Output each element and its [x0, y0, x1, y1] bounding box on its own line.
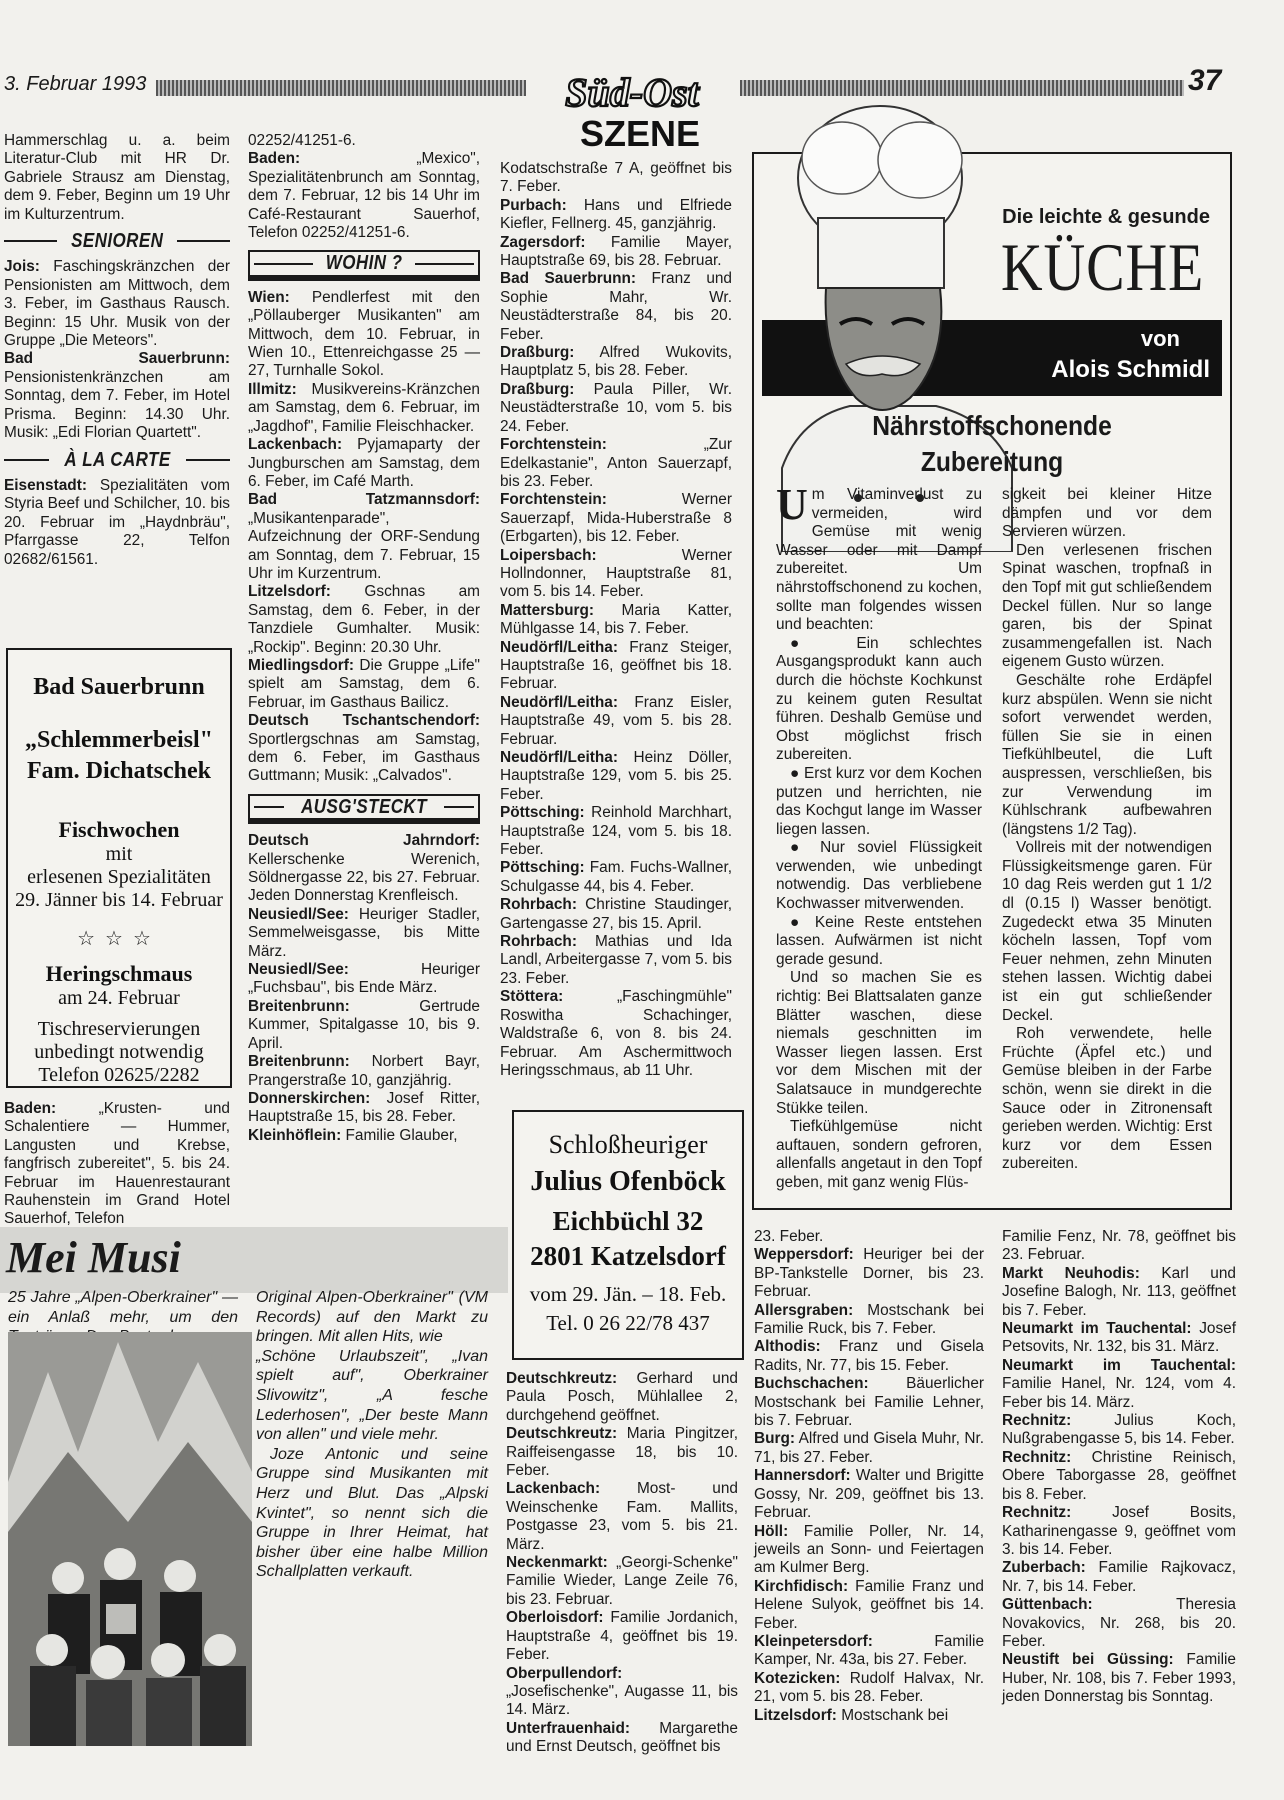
- listing-entry: [500, 234, 732, 271]
- rule: [4, 240, 57, 242]
- listing-entry: [506, 1720, 738, 1757]
- entry-place: Litzelsdorf:: [248, 583, 331, 601]
- entry-place: Neudörfl/Leitha:: [500, 638, 618, 656]
- listing-entry: [1002, 1651, 1236, 1706]
- listing-entry: [500, 988, 732, 1080]
- paragraph: Joze Antonic und seine Gruppe sind Musikanten mit Herz und Blut. Das „Alpski Kvintet", so nennt sich die Gruppe in Ihrer Heimat, hat bisher über eine halbe Million Schallplatten verkauft.: [256, 1445, 488, 1581]
- listing-entry: [1002, 1449, 1236, 1504]
- entry-text: Most- und Weinschenke Fam. Mallits, Postgasse 23, vom 5. bis 21. März.: [506, 1480, 738, 1553]
- listing-entry: [500, 270, 732, 344]
- listing-entry: [1002, 1228, 1236, 1265]
- entry-text: Karl und Josefine Balogh, Nr. 113, geöffnet bis 7. Feber.: [1002, 1264, 1236, 1319]
- kueche-column-right: [1002, 486, 1212, 1174]
- entry-place: Lackenbach:: [506, 1480, 601, 1498]
- ad-line: 29. Jänner bis 14. Februar: [15, 889, 223, 911]
- listing-entry: [248, 961, 480, 998]
- ad-line: „Schlemmerbeisl": [25, 727, 213, 753]
- entry-text: Alfred Wukovits, Hauptplatz 5, bis 28. Feber.: [500, 344, 732, 380]
- drop-cap: U: [776, 480, 808, 529]
- entry-place: Pöttsching:: [500, 804, 585, 822]
- entry-place: Kirchfidisch:: [754, 1577, 849, 1595]
- paragraph: ● Keine Reste entstehen lassen. Aufwärmen ist nicht gerade gesund.: [776, 913, 982, 968]
- listing-entry: [506, 1665, 738, 1720]
- ad-line: 2801 Katzelsdorf: [530, 1241, 726, 1271]
- entry-text: Die Gruppe „Life" spielt am Samstag, dem 6. Februar, im Gasthaus Bailicz.: [248, 656, 480, 711]
- section-heading: SENIOREN: [70, 230, 164, 253]
- column-3: [500, 160, 732, 1080]
- entry-place: Neumarkt im Tauchental:: [1002, 1320, 1192, 1338]
- listing-entry: [754, 1467, 984, 1522]
- entry-place: Forchtenstein:: [500, 491, 607, 509]
- listing-entry: [506, 1425, 738, 1480]
- entry-text: Familie Huber, Nr. 108, bis 7. Feber 1993, jeden Donnerstag bis Sonntag.: [1002, 1651, 1236, 1706]
- entry-place: Mattersburg:: [500, 601, 595, 619]
- entry-place: Illmitz:: [248, 380, 297, 398]
- entry-text: Fam. Fuchs-Wallner, Schulgasse 44, bis 4. Feber.: [500, 859, 732, 895]
- entry-text: Mostschank bei Familie Ruck, bis 7. Feber.: [754, 1301, 984, 1338]
- listing-entry: [754, 1523, 984, 1578]
- entry-text: „Georgi-Schenke" Familie Wieder, Lange Zeile 76, bis 23. Februar.: [506, 1554, 738, 1608]
- entry-place: Pöttsching:: [500, 859, 585, 877]
- paragraph: [776, 480, 982, 635]
- entry-text: Maria Katter, Mühlgasse 14, bis 7. Feber.: [500, 601, 732, 638]
- ad-line: Tel. 0 26 22/78 437: [546, 1311, 710, 1335]
- listing-entry: [754, 1430, 984, 1467]
- listing-entry: [500, 602, 732, 639]
- entry-text: Franz und Sophie Mahr, Wr. Neustädterstraße 84, bis 20. Feber.: [500, 270, 732, 343]
- listing-entry: [754, 1578, 984, 1633]
- listing-entry: [248, 150, 480, 242]
- entry-place: Draßburg:: [500, 380, 575, 398]
- paragraph: Und so machen Sie es richtig: Bei Blattsalaten ganze Blätter waschen, diese niemals geschnitten im Wasser liegen lassen. Erst vor dem Mischen mit der Salatsauce in mundgerechte Stükke teilen.: [776, 969, 982, 1117]
- entry-place: Oberpullendorf:: [506, 1664, 623, 1682]
- listing-entry: [4, 350, 230, 442]
- entry-place: Deutsch Jahrndorf:: [248, 832, 480, 850]
- entry-text: „Krusten- und Schalentiere — Hummer, Langusten und Krebse, fangfrisch zubereitet", 5. bis 24. Februar im Hauenrestaurant Rauhenstein im Grand Hotel Sauerhof, Telefon: [4, 1100, 230, 1228]
- paragraph: Original Alpen-Oberkrainer" (VM Records) auf den Markt zu bringen. Mit allen Hits, wie: [256, 1289, 488, 1346]
- entry-place: Neumarkt im Tauchental:: [1002, 1356, 1236, 1374]
- entry-place: Bad Sauerbrunn:: [4, 350, 230, 368]
- entry-text: Mostschank bei: [836, 1706, 949, 1724]
- entry-place: Lackenbach:: [248, 436, 343, 454]
- kueche-box: [752, 152, 1232, 1210]
- listing-entry: [1002, 1504, 1236, 1559]
- entry-place: Hannersdorf:: [754, 1467, 851, 1485]
- rule: [254, 263, 313, 265]
- paragraph: Tiefkühlgemüse nicht auftauen, sondern gefroren, allenfalls angetaut in den Topf geben, mit ganz wenig Flüs-: [776, 1118, 982, 1191]
- entry-text: Familie Hanel, Nr. 124, vom 4. Feber bis 14. März.: [1002, 1375, 1236, 1411]
- entry-place: Rechnitz:: [1002, 1448, 1072, 1466]
- listing-entry: [500, 694, 732, 749]
- entry-text: Musikvereins-Kränzchen am Samstag, dem 6. Februar, im „Jagdhof", Familie Fleischhacker.: [248, 380, 480, 435]
- entry-text: Gschnas am Samstag, dem 6. Feber, in der Tanzdiele Gumhalter. Musik: „Rockip". Beginn: 20.30 Uhr.: [248, 583, 480, 656]
- entry-text: Franz Steiger, Hauptstraße 16, geöffnet bis 18. Februar.: [500, 638, 732, 693]
- listing-entry: [500, 749, 732, 804]
- entry-text: Josef Petsovits, Nr. 132, bis 31. März.: [1002, 1320, 1237, 1356]
- entry-text: Kellerschenke Werenich, Söldnergasse 22, bis 27. Februar. Jeden Donnerstag Krenfleisch.: [248, 850, 480, 905]
- entry-place: Bad Tatzmannsdorf:: [248, 491, 480, 509]
- listing-entry: [248, 906, 480, 961]
- entry-text: Werner Hollndonner, Hauptstraße 81, vom 5. bis 14. Feber.: [500, 546, 732, 601]
- author-name: Alois Schmidl: [1051, 356, 1210, 383]
- ad-line: Julius Ofenböck: [530, 1166, 726, 1197]
- entry-place: Deutschkreutz:: [506, 1370, 618, 1387]
- entry-text: Faschingskränzchen der Pensionisten am Mittwoch, dem 3. Feber, im Gasthaus Rausch. Beginn: 15 Uhr. Musik von der Gruppe „Die Meteors".: [4, 258, 230, 350]
- listing-entry: [500, 197, 732, 234]
- ad-line: Fischwochen: [58, 817, 180, 842]
- entry-place: Baden:: [248, 150, 301, 168]
- listing-entry: [4, 258, 230, 350]
- entry-text: Heuriger „Fuchsbau", bis Ende März.: [248, 961, 480, 997]
- entry-text: Pyjamaparty der Jungburschen am Samstag, dem 6. Feber, im Café Marth.: [248, 436, 480, 490]
- ad-line: mit: [105, 843, 133, 865]
- rule: [444, 806, 474, 808]
- paragraph: sigkeit bei kleiner Hitze dämpfen und vor dem Servieren würzen.: [1002, 486, 1212, 541]
- entry-place: Zagersdorf:: [500, 233, 586, 251]
- listing-entry: [248, 1127, 480, 1145]
- listing-entry: [4, 1100, 230, 1229]
- ad-line: Tischreservierungen: [37, 1018, 201, 1040]
- listing-entry: [248, 583, 480, 657]
- entry-text: Familie Poller, Nr. 14, jeweils an Sonn- und Feiertagen am Kulmer Berg.: [754, 1522, 984, 1577]
- entry-place: Bad Sauerbrunn:: [500, 270, 637, 288]
- entry-place: Burg:: [754, 1430, 796, 1448]
- listing-entry: [500, 344, 732, 381]
- section-wohin: [248, 250, 480, 280]
- entry-place: Forchtenstein:: [500, 436, 607, 454]
- entry-text: Heinz Döller, Hauptstraße 129, vom 5. bis 25. Feber.: [500, 749, 732, 803]
- listing-entry: [500, 804, 732, 859]
- listing-entry: [1002, 1265, 1236, 1320]
- entry-place: Neusiedl/See:: [248, 961, 349, 979]
- entry-text: Familie Franz und Helene Sulyok, geöffnet bis 14. Feber.: [754, 1577, 984, 1632]
- entry-text: Pendlerfest mit den „Pöllauberger Musikanten" am Mittwoch, dem 10. Februar, in Wien 10., Ettenreichgasse 25 — 27, Turnhalle Sokol.: [248, 288, 480, 380]
- listing-entry: [754, 1670, 984, 1707]
- entry-text: Familie Kamper, Nr. 43a, bis 27. Feber.: [754, 1632, 984, 1669]
- entry-text: „Zur Edelkastanie", Anton Sauerzapf, bis 23. Feber.: [500, 436, 732, 490]
- listing-entry: [248, 657, 480, 712]
- paragraph: Den verlesenen frischen Spinat waschen, tropfnaß in den Topf mit gut schließendem Deckel füllen. Nur so lange garen, bis der Spinat zusammengefallen ist. Nach eigenem Gusto würzen.: [1002, 541, 1212, 671]
- paragraph: „Schöne Urlaubszeit", „Ivan spielt auf", Oberkrainer Slivowitz", „A fesche Lederhosen", „Der beste Mann von allen" und viele mehr.: [256, 1347, 488, 1444]
- listing-entry: [248, 289, 480, 381]
- listing-entry: [500, 160, 732, 197]
- entry-text: Norbert Bayr, Prangerstraße 10, ganzjährig.: [248, 1053, 480, 1089]
- entry-text: Rudolf Halvax, Nr. 21, vom 5. bis 28. Feber.: [754, 1669, 984, 1706]
- author-von: von: [1140, 326, 1180, 351]
- column-5-lower: [1002, 1228, 1236, 1707]
- paragraph: Geschälte rohe Erdäpfel kurz abspülen. Wenn sie nicht sofort verwendet werden, füllen Sie sie in einen Tiefkühlbeutel, die Luft auspressen, verschließen, bis zur Verwendung im Kühlschrank aufbewahren (längstens 1/2 Tag).: [1002, 671, 1212, 838]
- listing-entry: [500, 491, 732, 546]
- column-2: [248, 132, 480, 1145]
- entry-text: Gertrude Kummer, Spitalgasse 10, bis 9. April.: [248, 997, 480, 1052]
- entry-text: Theresia Novakovics, Nr. 268, bis 20. Feber.: [1002, 1596, 1236, 1650]
- entry-place: Neusiedl/See:: [248, 905, 349, 923]
- entry-place: Buchschachen:: [754, 1375, 869, 1393]
- listing-entry: [248, 832, 480, 906]
- logo-line-2: SZENE: [579, 113, 701, 152]
- entry-place: Neckenmarkt:: [506, 1554, 608, 1572]
- entry-place: Rohrbach:: [500, 933, 577, 951]
- entry-text: 23. Feber.: [754, 1228, 824, 1245]
- ad-line: Telefon 02625/2282: [38, 1064, 200, 1086]
- rule: [177, 240, 230, 242]
- listing-entry: [1002, 1320, 1236, 1357]
- listing-entry: [4, 477, 230, 569]
- entry-place: Miedlingsdorf:: [248, 656, 355, 674]
- entry-text: Reinhold Marchhart, Hauptstraße 124, vom 5. bis 18. Feber.: [500, 804, 732, 859]
- listing-entry: [248, 1090, 480, 1127]
- page-number: 37: [1188, 64, 1222, 97]
- section-a-la-carte: [4, 448, 230, 471]
- ad-schlemmerbeisl: [6, 648, 232, 1088]
- kueche-column-left: [776, 480, 982, 1193]
- entry-place: Rohrbach:: [500, 896, 577, 914]
- listing-entry: [754, 1338, 984, 1375]
- listing-entry: [248, 998, 480, 1053]
- entry-place: Kleinhöflein:: [248, 1126, 342, 1144]
- entry-place: Rechnitz:: [1002, 1504, 1072, 1522]
- listing-entry: [754, 1707, 984, 1725]
- column-3-lower: [506, 1370, 738, 1757]
- ad-line: Schloßheuriger: [548, 1130, 708, 1159]
- column-1: [4, 132, 230, 569]
- entry-place: Höll:: [754, 1522, 789, 1540]
- paragraph-text: m Vitaminverlust zu vermeiden, wird Gemüse mit wenig Wasser oder mit Dampf zubereitet. Um nährstoffschonend zu kochen, sollte man folgendes wissen und beachten:: [776, 486, 982, 634]
- paragraph: ● Ein schlechtes Ausgangsprodukt kann auch durch die höchste Kochkunst zu keinem guten Resultat führen. Deshalb Gemüse und Obst möglichst frisch zubereiten.: [776, 634, 982, 764]
- entry-place: Allersgraben:: [754, 1301, 854, 1319]
- kueche-tagline: Die leichte & gesunde: [1002, 206, 1210, 228]
- entry-text: Bäuerlicher Mostschank bei Familie Lehner, bis 7. Februar.: [754, 1375, 984, 1430]
- star-ornament-icon: ☆☆☆: [77, 928, 161, 950]
- listing-entry: [506, 1480, 738, 1554]
- entry-text: Familie Glauber,: [341, 1126, 458, 1144]
- rule: [415, 263, 474, 265]
- entry-place: Rechnitz:: [1002, 1412, 1072, 1430]
- entry-place: Kleinpetersdorf:: [754, 1632, 873, 1650]
- entry-place: Neustift bei Güssing:: [1002, 1651, 1174, 1669]
- ad-line: Heringschmaus: [45, 961, 193, 986]
- entry-text: Maria Pingitzer, Raiffeisengasse 18, bis 10. Feber.: [506, 1425, 738, 1480]
- entry-place: Baden:: [4, 1100, 57, 1117]
- ad-line: erlesenen Spezialitäten: [27, 866, 211, 888]
- entry-place: Deutsch Tschantschendorf:: [248, 712, 480, 730]
- paragraph: 25 Jahre „Alpen-Oberkrainer" — ein Anlaß mehr, um den: [8, 1289, 238, 1326]
- issue-date: 3. Februar 1993: [4, 73, 147, 95]
- listing-entry: [248, 381, 480, 436]
- entry-place: Neudörfl/Leitha:: [500, 693, 618, 711]
- entry-text: Gerhard und Paula Posch, Mühlallee 2, durchgehend geöffnet.: [506, 1370, 738, 1424]
- ad-schlossheuriger: [512, 1110, 744, 1360]
- entry-text: Werner Sauerzapf, Mida-Huberstraße 8 (Erbgarten), bis 12. Feber.: [500, 491, 732, 546]
- entry-text: Familie Mayer, Hauptstraße 69, bis 28. Februar.: [500, 233, 732, 270]
- band-photo-icon: [8, 1332, 252, 1746]
- entry-place: Purbach:: [500, 196, 567, 214]
- listing-entry: [500, 547, 732, 602]
- entry-text: Spezialitäten vom Styria Beef und Schilcher, 10. bis 20. Februar im „Haydnbräu", Pfarrgasse 22, Telfon 02682/61561.: [4, 476, 230, 568]
- listing-entry: [754, 1228, 984, 1246]
- listing-entry: [754, 1302, 984, 1339]
- listing-entry: [500, 381, 732, 436]
- section-senioren: [4, 230, 230, 253]
- ad-line: am 24. Februar: [58, 987, 180, 1009]
- entry-text: „Josefischenke", Augasse 11, bis 14. März.: [506, 1682, 738, 1719]
- entry-place: Markt Neuhodis:: [1002, 1264, 1140, 1282]
- listing-entry: [248, 712, 480, 786]
- entry-place: Neudörfl/Leitha:: [500, 749, 618, 766]
- listing-entry: [1002, 1559, 1236, 1596]
- listing-entry: [754, 1375, 984, 1430]
- entry-text: Familie Rajkovacz, Nr. 7, bis 14. Feber.: [1002, 1559, 1236, 1595]
- rule: [186, 459, 231, 461]
- headline-line-2: Zubereitung: [920, 446, 1064, 477]
- listing-entry: [248, 436, 480, 491]
- entry-text: „Mexico", Spezialitätenbrunch am Sonntag, dem 7. Februar, 12 bis 14 Uhr im Café-Restaurant Sauerhof, Telefon 02252/41251-6.: [248, 150, 480, 242]
- entry-text: Pensionistenkränzchen am Sonntag, dem 7. Feber, im Hotel Prisma. Beginn: 14.30 Uhr. Musik: „Edi Florian Quartett".: [4, 368, 230, 442]
- column-4-lower: [754, 1228, 984, 1725]
- entry-place: Litzelsdorf:: [754, 1706, 837, 1724]
- listing-entry: [1002, 1412, 1236, 1449]
- section-heading: AUSG'STECKT: [301, 795, 427, 818]
- ad-line: Eichbüchl 32: [552, 1206, 704, 1236]
- entry-place: Breitenbrunn:: [248, 997, 350, 1015]
- entry-text: Alfred und Gisela Muhr, Nr. 71, bis 27. Feber.: [754, 1430, 984, 1466]
- intro-text: Hammerschlag u. a. beim Literatur-Club mit HR Dr. Gabriele Strausz am Dienstag, dem 9. Feber, Beginn um 19 Uhr im Kulturzentrum.: [4, 132, 230, 223]
- entry-text: „Faschingmühle" Roswitha Schachinger, Waldstraße 6, von 8. bis 24. Februar. Am Aschermittwoch Heringsschmaus, ab 11 Uhr.: [500, 988, 732, 1079]
- entry-text: Heuriger bei der BP-Tankstelle Dorner, bis 23. Februar.: [754, 1246, 984, 1301]
- listing-entry: [248, 1053, 480, 1090]
- entry-place: Althodis:: [754, 1338, 821, 1356]
- ad-line: Fam. Dichatschek: [27, 758, 211, 784]
- entry-place: Weppersdorf:: [754, 1246, 854, 1264]
- entry-text: Heuriger Stadler, Semmelweisgasse, bis Mitte März.: [248, 905, 480, 960]
- entry-text: „Musikantenparade", Aufzeichnung der ORF-Sendung am Sonntag, dem 7. Februar, 15 Uhr im Kurzentrum.: [248, 509, 480, 582]
- entry-text: Franz und Gisela Radits, Nr. 77, bis 15. Feber.: [754, 1338, 984, 1374]
- entry-text: Mathias und Ida Landl, Arbeitergasse 7, vom 5. bis 23. Feber.: [500, 933, 732, 987]
- entry-place: Breitenbrunn:: [248, 1053, 350, 1071]
- logo-line-1: Süd-Ost: [565, 70, 699, 115]
- listing-entry: [1002, 1596, 1236, 1651]
- entry-text: Paula Piller, Wr. Neustädterstraße 10, vom 5. bis 24. Feber.: [500, 380, 732, 435]
- listing-entry: [500, 436, 732, 491]
- entry-place: Oberloisdorf:: [506, 1609, 604, 1627]
- entry-text: Josef Ritter, Hauptstraße 15, bis 28. Feber.: [248, 1089, 480, 1126]
- entry-text: Margarethe und Ernst Deutsch, geöffnet bis: [506, 1719, 738, 1756]
- listing-entry: [248, 491, 480, 583]
- entry-text: 02252/41251-6.: [248, 132, 356, 149]
- listing-entry: [754, 1633, 984, 1670]
- entry-place: Loipersbach:: [500, 546, 597, 564]
- listing-entry: [248, 132, 480, 150]
- paragraph: ● Nur soviel Flüssigkeit verwenden, wie unbedingt notwendig. Das verbliebene Kochwasser mitverwenden.: [776, 839, 982, 913]
- ad-line: unbedingt notwendig: [34, 1041, 204, 1063]
- entry-text: Franz Eisler, Hauptstraße 49, vom 5. bis 28. Februar.: [500, 693, 732, 748]
- rule: [254, 806, 284, 808]
- entry-place: Kotezicken:: [754, 1669, 841, 1687]
- entry-place: Jois:: [4, 258, 40, 276]
- mei-musi-title: Mei Musi: [6, 1233, 181, 1282]
- entry-place: Unterfrauenhaid:: [506, 1719, 630, 1737]
- entry-text: Walter und Brigitte Gossy, Nr. 209, geöffnet bis 13. Februar.: [754, 1467, 984, 1522]
- entry-place: Draßburg:: [500, 344, 575, 362]
- entry-place: Güttenbach:: [1002, 1596, 1093, 1614]
- section-heading: À LA CARTE: [63, 448, 171, 471]
- listing-entry: [500, 859, 732, 896]
- headline-line-1: Nährstoffschonende: [872, 410, 1112, 441]
- rule: [4, 459, 49, 461]
- section-heading: WOHIN ?: [325, 252, 403, 275]
- section-ausgsteckt: [248, 794, 480, 824]
- entry-text: Familie Fenz, Nr. 78, geöffnet bis 23. Februar.: [1002, 1228, 1236, 1264]
- listing-entry: [500, 896, 732, 933]
- kueche-header: [762, 164, 1222, 536]
- entry-text: Christine Reinisch, Obere Taborgasse 28, geöffnet bis 8. Feber.: [1002, 1448, 1236, 1503]
- listing-entry: [500, 933, 732, 988]
- column-1-lower: [4, 1100, 230, 1229]
- entry-place: Zuberbach:: [1002, 1559, 1086, 1577]
- entry-place: Eisenstadt:: [4, 476, 87, 494]
- mei-musi-article: [256, 1288, 488, 1582]
- entry-place: Wien:: [248, 288, 290, 306]
- entry-text: Christine Staudinger, Gartengasse 27, bis 15. April.: [500, 896, 732, 932]
- sued-ost-szene-logo: [528, 64, 736, 152]
- listing-entry: [506, 1370, 738, 1425]
- entry-text: Josef Bosits, Katharinengasse 9, geöffnet vom 3. bis 14. Feber.: [1002, 1504, 1236, 1558]
- listing-entry: [500, 639, 732, 694]
- listing-entry: [506, 1609, 738, 1664]
- entry-place: Donnerskirchen:: [248, 1089, 371, 1107]
- ad-line: Bad Sauerbrunn: [33, 674, 205, 700]
- entry-text: Hans und Elfriede Kiefler, Fellnerg. 45, ganzjährig.: [500, 196, 732, 233]
- entry-text: Kodatschstraße 7 A, geöffnet bis 7. Feber.: [500, 160, 732, 196]
- kueche-title: KÜCHE: [1000, 229, 1204, 305]
- entry-text: Sportlergschnas am Samstag, dem 6. Feber, im Gasthaus Guttmann; Musik: „Calvados".: [248, 730, 480, 785]
- paragraph: Roh verwendete, helle Früchte (Äpfel etc.) und Gemüse bleiben in der Farbe schön, wenn sie direkt in die Sauce oder in Zitronensaft gerieben werden. Wichtig: Erst kurz vor dem Essen zubereiten.: [1002, 1025, 1212, 1173]
- paragraph: Vollreis mit der notwendigen Flüssigkeitsmenge garen. Für 10 dag Reis werden gut 1 1/2 dl (0.15 l) Wasser benötigt. Zugedeckt etwa 35 Minuten köcheln lassen, Topf vom Feuer nehmen, zehn Minuten stehen lassen. Wichtig dabei ist ein gut schließender Deckel.: [1002, 839, 1212, 1024]
- paragraph: ● Erst kurz vor dem Kochen putzen und herrichten, nie das Kochgut lange im Wasser liegen lassen.: [776, 764, 982, 838]
- listing-entry: [754, 1246, 984, 1301]
- entry-place: Stöttera:: [500, 988, 564, 1006]
- article-headline: [790, 408, 1195, 480]
- listing-entry: [506, 1554, 738, 1609]
- listing-entry: [1002, 1357, 1236, 1412]
- entry-text: Familie Jordanich, Hauptstraße 4, geöffnet bis 19. Feber.: [506, 1609, 738, 1664]
- entry-place: Deutschkreutz:: [506, 1425, 618, 1443]
- ad-line: vom 29. Jän. – 18. Feb.: [529, 1282, 727, 1306]
- entry-text: Julius Koch, Nußgrabengasse 5, bis 14. Feber.: [1002, 1412, 1236, 1448]
- header-rule-left: [156, 80, 526, 96]
